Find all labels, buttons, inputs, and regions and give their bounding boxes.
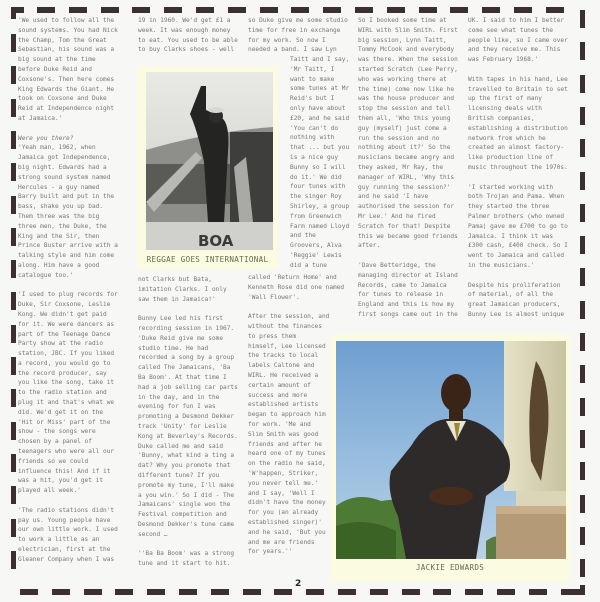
paragraph: Despite his proliferation of material, of all the great Jamaican producers, Bunny Lee is almost unique xyxy=(468,281,565,318)
border-dash xyxy=(450,7,468,13)
border-dash xyxy=(11,7,16,19)
border-dash xyxy=(580,398,585,416)
border-dash xyxy=(37,7,55,13)
border-dash xyxy=(11,551,16,569)
border-dash xyxy=(11,292,16,310)
border-dash xyxy=(465,589,483,595)
paragraph: Bunny Lee led his first recording session in 1967. 'Duke Reid give me some studio time. He had recorded a song by a group called The Jamaicans, 'Ba Ba Boom'. At that time I had a job selling car parts in the day, and in the evening for fun I was promoting a Desmond Dekker track 'Unity' for Leslie Kong at Beverley's Records. Duke called me and said 'Bunny, what kind a ting a dat? Why you promote that different tune? If you promote my tune, I'll make a you win.' So I did - The Jamaicans' single won the Festival competition and Desmond Dekker's tune came second … xyxy=(138,315,238,538)
border-dash xyxy=(497,589,515,595)
airplane-departure-photo xyxy=(146,72,273,250)
paragraph: So I booked some time at WIRL with Slim Smith. First big session, Lynn Taitt, Tommy McCook and everybody was there. When the session started Scratch (Lee Perry, who was working there at the time) come now like he was the house producer and stop the session and tell them all, 'Who this young guy (myself) just come a run the session and no nothing about it?' So the musicians became angry and they asked, Mr Ray, the manager of WIRL, 'Why this guy running the session?' and he said 'I have authorised the session for Mr Lee.' And he fired Scratch for that! Despite this we became good friends after. xyxy=(358,17,458,250)
border-dash xyxy=(306,589,324,595)
border-dash xyxy=(11,196,16,214)
border-dash xyxy=(402,589,420,595)
border-dash xyxy=(115,589,133,595)
photo-jackie-edwards xyxy=(330,334,570,582)
border-dash xyxy=(147,589,165,595)
border-dash xyxy=(338,589,356,595)
border-dash xyxy=(580,139,585,157)
border-dash xyxy=(84,589,102,595)
paragraph: ''Ba Ba Boom' was a strong tune and it start to hit. xyxy=(138,550,235,568)
border-dash xyxy=(370,589,388,595)
border-dash xyxy=(482,7,500,13)
paragraph: 'Yeah man, 1962, when Jamaica got Independence, big night. Edwards had a strong sound system named Hercules - a guy named Barry built and put in the bass, shake you up bad. Them three was the big three men, the Duke, the King and the Sir, then Prince Buster arrive with a talking style and him come along. Him have a good catalogue too.' xyxy=(18,144,118,279)
border-dash xyxy=(260,7,278,13)
border-dash xyxy=(433,589,451,595)
border-dash xyxy=(580,107,585,125)
interview-question: Were you there? xyxy=(18,134,74,142)
border-dash xyxy=(580,172,585,190)
border-dash xyxy=(419,7,437,13)
photo-caption: REGGAE GOES INTERNATIONAL xyxy=(146,255,269,264)
border-dash xyxy=(387,7,405,13)
text-column-4 xyxy=(358,16,458,330)
paragraph: With tapes in his hand, Lee travelled to Britain to set up the first of many licensing deals with British companies, establishing a distribution network from which he created an almost factory- like production line of music throughout the 1970s. xyxy=(468,75,568,171)
border-dash xyxy=(580,495,585,513)
border-dash xyxy=(132,7,150,13)
paragraph: 'We used to follow all the sound systems. You had Nick the Champ, Tom the Great Sebastian, his sound was a big sound at the time before Duke Reid and Coxsone's. Then here comes King Edwards the Giant. He took on Coxsone and Duke Reid at Independence night at Jamaica.' xyxy=(18,17,118,122)
text-column-3-narrow xyxy=(290,55,349,280)
paragraph: called 'Return Home' and Kenneth Rose did one named 'Wall Flower'. xyxy=(248,274,345,301)
border-dash xyxy=(11,131,16,149)
border-dash xyxy=(274,589,292,595)
border-dash xyxy=(11,228,16,246)
border-dash xyxy=(11,163,16,181)
paragraph: not Clarks but Bata, imitation Clarks. I only saw them in Jamaica!' xyxy=(138,276,227,303)
border-dash xyxy=(355,7,373,13)
border-dash xyxy=(11,454,16,472)
page-number: 2 xyxy=(295,579,302,589)
border-dash xyxy=(11,422,16,440)
border-dash xyxy=(580,10,585,28)
border-dash xyxy=(546,7,564,13)
border-dash xyxy=(11,99,16,117)
border-dash xyxy=(52,589,70,595)
border-dash xyxy=(11,34,16,52)
border-dash xyxy=(243,589,261,595)
border-dash xyxy=(11,325,16,343)
paragraph: 'I used to plug records for Duke, Sir Coxsone, Leslie Kong. We didn't get paid for it. We were dancers as part of the Teenage Dance Party show at the radio station, JBC. If you liked a record, you would go to the record producer, say you like the song, take it to the radio station and plug it and that's what we did. We'd get it on the 'Hit or Miss' part of the show - the songs were chosen by a panel of teenagers who were all our friends so we could influence this! And if it was a hit, you'd get it played all week.' xyxy=(18,291,118,495)
border-dash xyxy=(11,486,16,504)
border-dash xyxy=(11,519,16,537)
border-dash xyxy=(20,589,38,595)
border-dash xyxy=(11,260,16,278)
border-dash xyxy=(580,527,585,545)
border-dash xyxy=(164,7,182,13)
paragraph: After the session, and without the finances to press them himself, Lee licensed the tracks to local labels Caltone and WIRL. He received a certain amount of success and more established artists began to approach him for work. 'Me and Slim Smith was good friends and after he heard one of my tunes on the radio he said, 'W'happen, Striker, you never tell me.' and I say, 'Well I didn't have the money for you (an already established singer)' and he said, 'But you and me are friends for years.'' xyxy=(248,313,330,556)
text-column-2 xyxy=(138,275,238,579)
paragraph: UK. I said to him I better come see what tunes the people like, so I came over and they receive me. This was February 1968.' xyxy=(468,17,568,64)
border-dash xyxy=(580,462,585,480)
border-dash xyxy=(101,7,119,13)
paragraph: 'Dave Betteridge, the managing director at Island Records, came to Jamaica for tunes to release in England and this is how my first songs came out in the xyxy=(358,261,458,318)
border-dash xyxy=(580,559,585,577)
border-dash xyxy=(514,7,532,13)
paragraph: 'The radio stations didn't pay us. Young people have our own little work. I used to work a little as an electrician, first at the Gleaner Company when I was xyxy=(18,506,118,563)
border-dash xyxy=(529,589,547,595)
border-dash xyxy=(69,7,87,13)
border-dash xyxy=(580,42,585,60)
paragraph: 'I started working with both Trojan and Pama. When they started the three Palmer brothers (who owned Pama) gave me £700 to go to Jamaica. I think it was £300 cash, £400 check. So I went to Jamaica and called in the musicians.' xyxy=(468,183,568,269)
border-dash xyxy=(211,589,229,595)
text-column-1 xyxy=(18,16,118,574)
border-dash xyxy=(323,7,341,13)
paragraph: 19 in 1960. We'd get £1 a week. It was enough money to eat. You used to be able to buy Clarks shoes - well xyxy=(138,17,238,54)
border-dash xyxy=(11,357,16,375)
border-dash xyxy=(580,75,585,93)
border-dash xyxy=(580,236,585,254)
border-dash xyxy=(580,430,585,448)
text-column-2-top xyxy=(138,16,238,65)
border-dash xyxy=(580,301,585,319)
border-dash xyxy=(580,333,585,351)
border-dash xyxy=(580,268,585,286)
border-dash xyxy=(291,7,309,13)
paragraph: so Duke give me some studio time for free in exchange for my work. So now I needed a band. I saw Lyn xyxy=(248,17,348,54)
border-dash xyxy=(580,365,585,383)
sign-text: BOA xyxy=(198,232,234,250)
photo-caption: JACKIE EDWARDS xyxy=(415,563,485,572)
text-column-5 xyxy=(468,16,568,330)
border-dash xyxy=(228,7,246,13)
border-dash xyxy=(580,204,585,222)
border-dash xyxy=(11,66,16,84)
border-dash xyxy=(572,589,585,595)
border-dash xyxy=(179,589,197,595)
photo-reggae-goes-international xyxy=(137,66,278,269)
jackie-edwards-portrait xyxy=(336,341,566,559)
border-dash xyxy=(196,7,214,13)
paragraph: Taitt and I say, 'Mr Taitt, I want to make some tunes at Mr Reid's but I only have about £20, and he said 'You can't do nothing with that ... but you is a nice guy Bunny so I will do it.' We did four tunes with the singer Roy Shirley, a group from Greenwich Farm named Lloyd and the Groovers, Alva 'Reggie' Lewis did a tune xyxy=(290,56,350,269)
border-dash xyxy=(11,389,16,407)
